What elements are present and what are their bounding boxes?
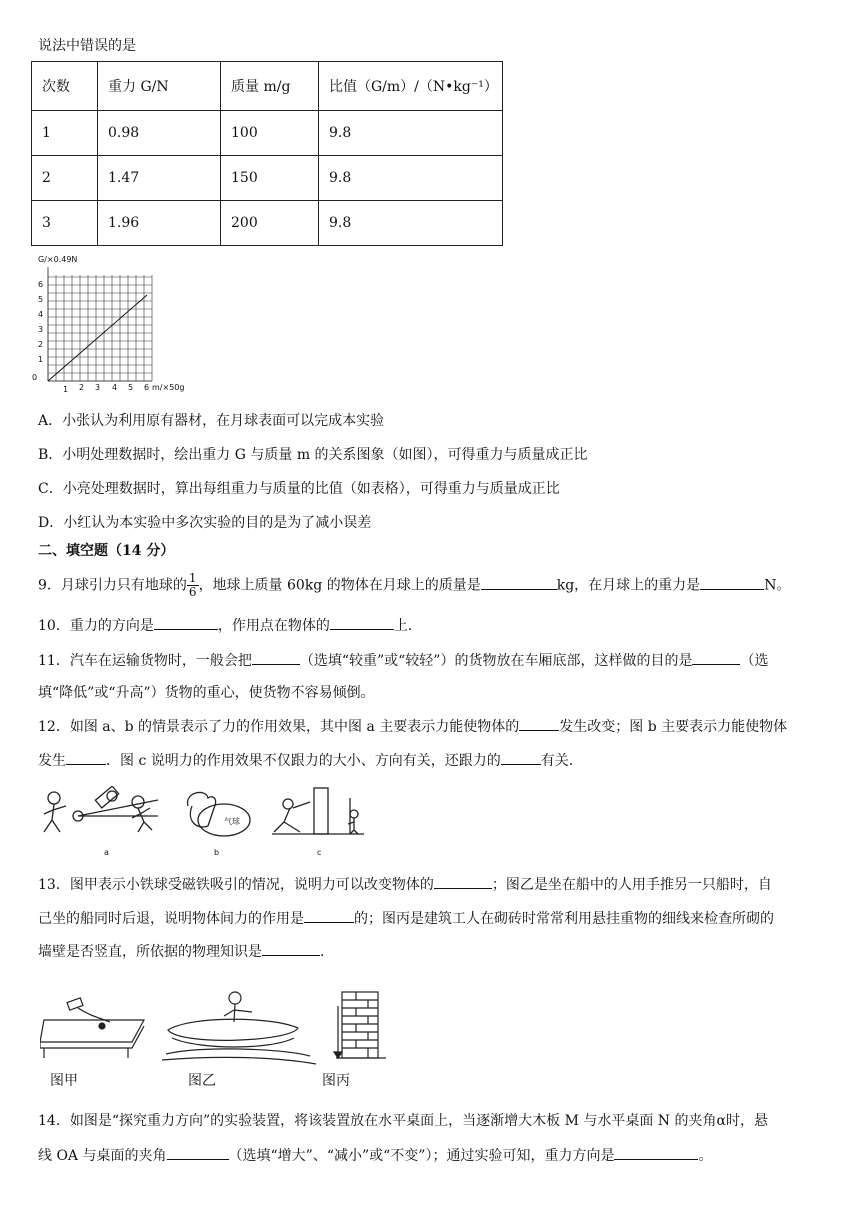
table-cell: 9.8 <box>319 201 503 246</box>
answer-blank[interactable] <box>304 908 354 923</box>
figure-b-balloon <box>188 792 250 836</box>
figure-bing-brick-wall <box>334 992 386 1058</box>
question-10 <box>38 615 422 636</box>
y-tick: 6 <box>38 280 44 289</box>
caption-bing: 图丙 <box>322 1073 350 1089</box>
question-12-line2 <box>38 750 583 771</box>
option-a: A．小张认为利用原有器材，在月球表面可以完成本实验 <box>38 413 385 429</box>
table-header: 比值（G/m）/（N•kg⁻¹） <box>319 62 503 111</box>
x-tick: 4 <box>112 383 118 392</box>
caption-jia: 图甲 <box>50 1073 78 1089</box>
table-cell: 3 <box>32 201 98 246</box>
table-row <box>32 201 503 246</box>
figure-c-door <box>272 788 364 834</box>
figure-b-label: b <box>214 848 220 857</box>
q11-text: （选填“较重”或“较轻”）的货物放在车厢底部，这样做的目的是 <box>299 653 693 669</box>
question-9 <box>38 572 790 599</box>
force-effect-figures <box>38 786 368 860</box>
answer-blank[interactable] <box>330 615 394 630</box>
graph-grid <box>30 253 210 403</box>
q14-text: 线 OA 与桌面的夹角 <box>38 1148 167 1164</box>
answer-blank[interactable] <box>154 615 218 630</box>
q12-text: 发生改变；图 b 主要表示力能使物体 <box>559 719 788 735</box>
figure-jia-magnet-table <box>40 998 144 1058</box>
table-row <box>32 156 503 201</box>
answer-blank[interactable] <box>519 716 559 731</box>
question-11-line1 <box>38 650 768 671</box>
q12-text: 发生 <box>38 753 66 769</box>
data-table <box>31 61 503 246</box>
question-12-line1 <box>38 716 787 737</box>
table-cell: 150 <box>221 156 319 201</box>
q13-text: 墙壁是否竖直，所依据的物理知识是 <box>38 944 262 960</box>
answer-blank[interactable] <box>66 750 106 765</box>
question-14-line2 <box>38 1145 712 1166</box>
option-b: B．小明处理数据时，绘出重力 G 与质量 m 的关系图象（如图），可得重力与质量成正比 <box>38 447 588 463</box>
q14-text: 。 <box>698 1148 713 1164</box>
question-11-line2: 填“降低”或“升高”）货物的重心，使货物不容易倾倒。 <box>38 685 375 701</box>
option-d: D．小红认为本实验中多次实验的目的是为了减小误差 <box>38 515 372 531</box>
answer-blank[interactable] <box>434 874 492 889</box>
table-cell: 100 <box>221 111 319 156</box>
table-cell: 9.8 <box>319 111 503 156</box>
q10-text: ，作用点在物体的 <box>217 618 330 634</box>
table-cell: 1 <box>32 111 98 156</box>
graph-x-label: m/×50g <box>152 383 185 392</box>
y-tick: 2 <box>38 340 44 349</box>
answer-blank[interactable] <box>614 1145 698 1160</box>
q13-text: ；图乙是坐在船中的人用手推另一只船时，自 <box>491 877 772 893</box>
q13-text: 13．图甲表示小铁球受磁铁吸引的情况，说明力可以改变物体的 <box>38 877 434 893</box>
table-header: 质量 m/g <box>221 62 319 111</box>
y-tick: 1 <box>38 355 44 364</box>
figure-yi-boats <box>162 992 316 1064</box>
q10-text: 10．重力的方向是 <box>38 618 154 634</box>
question-13-line2 <box>38 908 774 929</box>
table-header-row <box>32 62 503 111</box>
q11-text: （选 <box>740 653 769 669</box>
section-title: 二、填空题（14 分） <box>38 543 175 559</box>
question-14-line1: 14．如图是“探究重力方向”的实验装置，将该装置放在水平桌面上，当逐渐增大木板 M 与水平桌面 N 的夹角α时，悬 <box>38 1113 768 1129</box>
answer-blank[interactable] <box>262 941 320 956</box>
answer-blank[interactable] <box>252 650 300 665</box>
y-tick: 3 <box>38 325 44 334</box>
table-header: 次数 <box>32 62 98 111</box>
answer-blank[interactable] <box>501 750 541 765</box>
table-cell: 1.47 <box>98 156 221 201</box>
x-tick: 5 <box>128 383 134 392</box>
figure-a-label: a <box>104 848 109 857</box>
x-tick: 2 <box>79 383 85 392</box>
answer-blank[interactable] <box>692 650 740 665</box>
fraction-numerator: 1 <box>188 571 197 585</box>
q9-text: 9．月球引力只有地球的 <box>38 577 187 594</box>
q13-text: 的；图丙是建筑工人在砌砖时常常利用悬挂重物的细线来检查所砌的 <box>354 911 774 927</box>
y-tick: 5 <box>38 295 44 304</box>
q9-text: kg，在月球上的重力是 <box>556 577 701 594</box>
q12-text: ．图 c 说明力的作用效果不仅跟力的大小、方向有关，还跟力的 <box>106 753 501 769</box>
table-cell: 2 <box>32 156 98 201</box>
q13-text: 己坐的船同时后退，说明物体间力的作用是 <box>38 911 304 927</box>
q9-text: ，地球上质量 60kg 的物体在月球上的质量是 <box>198 577 481 594</box>
fraction-denominator: 6 <box>188 585 197 599</box>
x-tick: 3 <box>95 383 101 392</box>
answer-blank[interactable] <box>167 1145 229 1160</box>
question-13-line1 <box>38 874 772 895</box>
svg-text:气球: 气球 <box>224 817 240 826</box>
figure-c-label: c <box>317 848 322 857</box>
figure-a-soccer <box>44 786 158 832</box>
q10-text: 上． <box>393 618 422 634</box>
graph-y-label: G/×0.49N <box>38 255 78 264</box>
x-tick: 6 <box>144 383 150 392</box>
x-tick: 1 <box>63 385 69 394</box>
option-c: C．小亮处理数据时，算出每组重力与质量的比值（如表格），可得重力与质量成正比 <box>38 481 560 497</box>
question-13-line3 <box>38 941 334 962</box>
g-m-graph <box>30 253 210 403</box>
q9-text: N。 <box>764 577 791 594</box>
q13-text: ． <box>320 944 334 960</box>
table-cell: 9.8 <box>319 156 503 201</box>
table-cell: 200 <box>221 201 319 246</box>
table-header: 重力 G/N <box>98 62 221 111</box>
table-cell: 1.96 <box>98 201 221 246</box>
fraction <box>187 572 199 599</box>
answer-blank[interactable] <box>700 575 764 590</box>
question-stem-tail: 说法中错误的是 <box>38 38 136 54</box>
caption-yi: 图乙 <box>188 1073 216 1089</box>
q12-text: 有关． <box>540 753 583 769</box>
graph-origin: 0 <box>32 373 38 382</box>
table-cell: 0.98 <box>98 111 221 156</box>
q13-figures <box>40 986 390 1089</box>
table-row <box>32 111 503 156</box>
q12-text: 12．如图 a、b 的情景表示了力的作用效果，其中图 a 主要表示力能使物体的 <box>38 719 520 735</box>
q11-text: 11．汽车在运输货物时，一般会把 <box>38 653 252 669</box>
y-tick: 4 <box>38 310 44 319</box>
answer-blank[interactable] <box>481 575 557 590</box>
q14-text: （选填“增大”、“减小”或“不变”）；通过实验可知，重力方向是 <box>228 1148 615 1164</box>
